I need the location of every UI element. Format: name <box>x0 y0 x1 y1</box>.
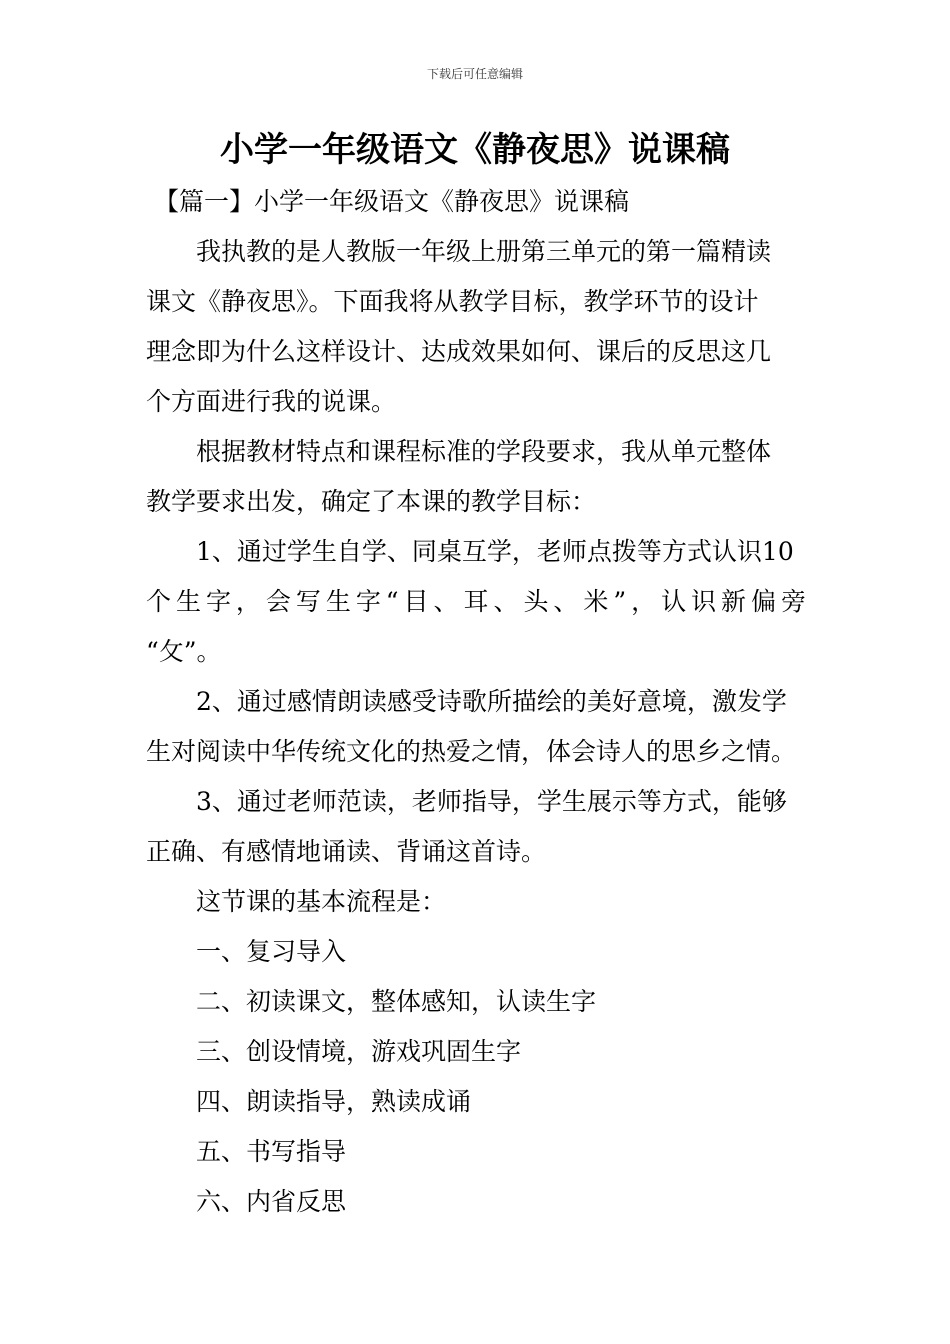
goal-2 <box>146 677 806 777</box>
paragraph-line: 根据教材特点和课程标准的学段要求，我从单元整体 <box>196 437 772 466</box>
paragraph-goals-intro <box>146 427 806 527</box>
document-title: 小学一年级语文《静夜思》说课稿 <box>220 130 730 170</box>
flow-list <box>146 927 806 1227</box>
goal-3 <box>146 777 806 877</box>
header-note: 下载后可任意编辑 <box>426 67 523 81</box>
paragraph-line: 个生字，会写生字“目、耳、头、米”，认识新偏旁 <box>146 587 806 616</box>
goal-1 <box>146 527 806 677</box>
paragraph-line: 课文《静夜思》。下面我将从教学目标，教学环节的设计 <box>146 287 759 316</box>
flow-item: 二、初读课文，整体感知，认读生字 <box>196 987 597 1016</box>
section-subtitle: 【篇一】小学一年级语文《静夜思》说课稿 <box>154 187 630 216</box>
flow-item: 四、朗读指导，熟读成诵 <box>196 1087 472 1116</box>
paragraph-line: 正确、有感情地诵读、背诵这首诗。 <box>146 837 547 866</box>
paragraph-line: “攵”。 <box>146 637 222 666</box>
paragraph-line: 生对阅读中华传统文化的热爱之情，体会诗人的思乡之情。 <box>146 737 797 766</box>
paragraph-intro <box>146 227 806 427</box>
flow-item: 三、创设情境，游戏巩固生字 <box>196 1037 522 1066</box>
paragraph-line: 我执教的是人教版一年级上册第三单元的第一篇精读 <box>196 237 772 266</box>
paragraph-line: 教学要求出发，确定了本课的教学目标： <box>146 487 597 516</box>
paragraph-line: 2、通过感情朗读感受诗歌所描绘的美好意境，激发学 <box>196 687 787 716</box>
paragraph-line: 3、通过老师范读，老师指导，学生展示等方式，能够 <box>196 787 787 816</box>
document-body <box>146 177 806 1227</box>
paragraph-line: 理念即为什么这样设计、达成效果如何、课后的反思这几 <box>146 337 772 366</box>
flow-item: 五、书写指导 <box>196 1137 347 1166</box>
paragraph-line: 个方面进行我的说课。 <box>146 387 397 416</box>
flow-item: 六、内省反思 <box>196 1187 347 1216</box>
flow-item: 一、复习导入 <box>196 937 347 966</box>
paragraph-line: 1、通过学生自学、同桌互学，老师点拨等方式认识10 <box>196 537 794 566</box>
flow-intro: 这节课的基本流程是： <box>196 887 447 916</box>
